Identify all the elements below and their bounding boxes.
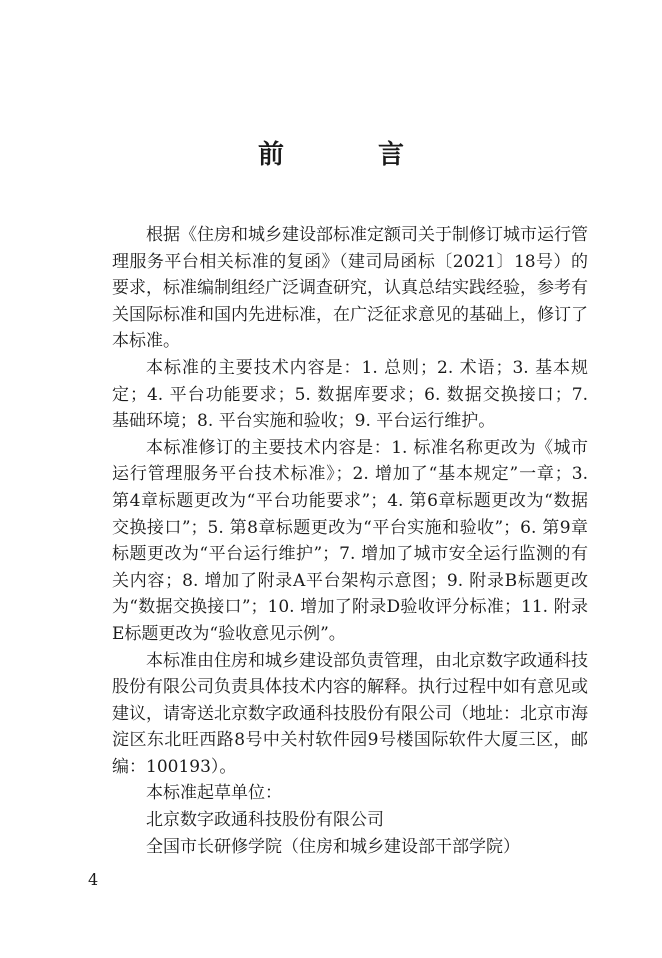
page-title: 前 言 [257,140,438,170]
drafter-heading: 本标准起草单位： [146,783,282,804]
drafter-unit: 北京数字政通科技股份有限公司 [146,810,384,831]
paragraph-main-content: 本标准的主要技术内容是：1. 总则；2. 术语；3. 基本规定；4. 平台功能要求；5. 数据库要求；6. 数据交换接口；7. 基础环境；8. 平台实施和验收；9. 平台运行维护。 [112,357,588,432]
drafter-unit: 全国市长研修学院（住房和城乡建设部干部学院） [146,836,520,857]
paragraph-management: 本标准由住房和城乡建设部负责管理，由北京数字政通科技股份有限公司负责具体技术内容的解释。执行过程中如有意见或建议，请寄送北京数字政通科技股份有限公司（地址：北京市海淀区东北旺西路8号中关村软件园9号楼国际软件大厦三区，邮编：100193）。 [112,650,588,777]
preface-body [112,222,588,860]
paragraph-basis: 根据《住房和城乡建设部标准定额司关于制修订城市运行管理服务平台相关标准的复函》（建司局函标〔2021〕18号）的要求，标准编制组经广泛调查研究，认真总结实践经验，参考有关国际标准和国内先进标准，在广泛征求意见的基础上，修订了本标准。 [112,225,588,352]
paragraph-revision-content: 本标准修订的主要技术内容是：1. 标准名称更改为《城市运行管理服务平台技术标准》；2. 增加了“基本规定”一章；3. 第4章标题更改为“平台功能要求”；4. 第6章标题更改为“数据交换接口”；5. 第8章标题更改为“平台实施和验收”；6. 第9章标题更改为“平台运行维护”；7. 增加了城市安全运行监测的有关内容；8. 增加了附录A平台架构示意图；9. 附录B标题更改为“数据交换接口”；10. 增加了附录D验收评分标准；11. 附录E标题更改为“验收意见示例”。 [112,437,588,644]
page-number: 4 [88,870,99,889]
